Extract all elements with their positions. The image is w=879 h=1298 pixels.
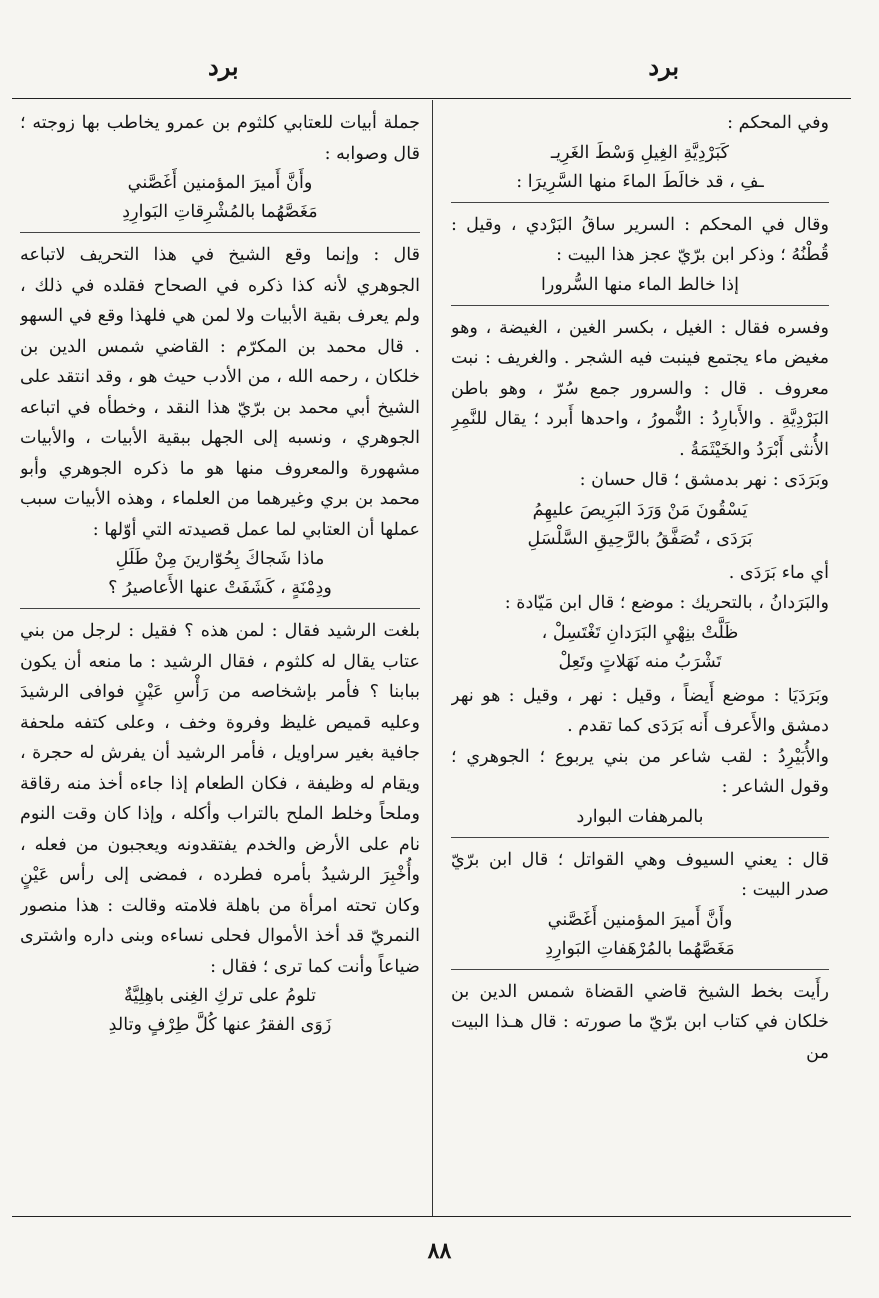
verse-line: يَسْقُونَ مَنْ وَرَدَ البَرِيصَ عليهِمُ (532, 499, 748, 520)
paragraph: وبَرَدَيَا : موضع أَيضاً ، وقيل : نهر ، وقيل : هو نهر دمشق والأَعرف أَنه بَرَدَى كما تقدم . (451, 685, 829, 736)
paragraph: وبَرَدَى : نهر بدمشق ؛ قال حسان : (579, 470, 829, 490)
verse-line: مَغَصَّهُما بالمُرْهَفاتِ البَوارِدِ (545, 938, 735, 959)
left-column (20, 108, 420, 1208)
verse-line: زَوَى الفقرُ عنها كُلَّ طِرْفٍ وتالدِ (108, 1015, 332, 1035)
paragraph: رأَيت بخط الشيخ قاضي القضاة شمس الدين بن خلكان في كتاب ابن برّيّ ما صورته : قال هـذا البيت من (451, 981, 829, 1063)
verse-line: وأَنَّ أَميرَ المؤمنين أَغَصَّني (547, 909, 733, 930)
verse-line: تَشْرَبُ منه نَهَلاتٍ وتَعِلْ (558, 651, 722, 672)
paragraph: بلغت الرشيد فقال : لمن هذه ؟ فقيل : لرجل من بني عتاب يقال له كلثوم ، فقال الرشيد : ما منعه أن يكون ببابنا ؟ فأمر بإشخاصه من رَأْسِ عَيْنٍ فوافى الرشيدَ وعليه قميص غليظ وفروة وخف ، وعلى كتفه ملحفة جافية بغير سراويل ، فأمر الرشيد أن يفرش له حجرة ، ويقام له وظيفة ، فكان الطعام إذا جاءه أخذ منه رقاقة وملحاً وخلط الملح بالتراب وأكله ، وإذا كان وقت النوم نام على الأرض والخدم يفتقدونه ويعجبون من فعله ، وأُخْبِرَ الرشيدُ بأمره فطرده ، فمضى إلى رأس عَيْنٍ وكان تحته امرأة من باهلة فلامته وقالت : هذا منصور النمريّ قد أخذ الأموال فحلى نساءه وبنى داره واشترى ضياعاً وأنت كما ترى ؛ فقال : (20, 621, 420, 977)
verse-line: وأَنَّ أَميرَ المؤمنين أَغَصَّني (127, 173, 313, 193)
paragraph: والأُبَيْرِدُ : لقب شاعر من بني يربوع ؛ الجوهري ؛ وقول الشاعر : (451, 746, 829, 797)
verse-separator-rule (451, 837, 829, 838)
footer-rule (12, 1216, 851, 1217)
column-divider (432, 100, 433, 1216)
verse-separator-rule (451, 202, 829, 203)
verse-line: ظَلَّتْ بنِهْيِ البَرَدانِ تَغْتَسِلْ ، (541, 622, 739, 643)
verse-line: بالمرهفات البوارد (576, 806, 704, 827)
verse-separator-rule (20, 232, 420, 233)
verse-separator-rule (20, 608, 420, 609)
paragraph: والبَرَدانُ ، بالتحريك : موضع ؛ قال ابن مَيّادة : (504, 593, 829, 613)
verse-line: كَبَرْدِيَّةِ الغِيلِ وَسْطَ الغَرِيـ (550, 142, 730, 163)
verse-line: ماذا شَجاكَ بِحُوّارينَ مِنْ طَلَلِ (115, 549, 325, 569)
verse-separator-rule (451, 969, 829, 970)
running-head-right: برد (648, 52, 679, 81)
page-number: ٨٨ (427, 1238, 452, 1264)
paragraph: أي ماء بَرَدَى . (728, 562, 829, 583)
verse-line: ـفِ ، قد خالَطَ الماءَ منها السَّرِيرَا : (516, 171, 764, 192)
verse-line: تلومُ على تركِ الغِنى باهِلِيَّةٌ (124, 986, 316, 1006)
paragraph: قال : يعني السيوف وهي القواتل ؛ قال ابن برّيّ صدر البيت : (451, 849, 829, 900)
paragraph: وقال في المحكم : السرير ساقُ البَرْدي ، وقيل : قُطْنُهُ ؛ وذكر ابن برّيّ عجز هذا البيت : (451, 214, 829, 265)
header-rule (12, 98, 851, 99)
paragraph: جملة أبيات للعتابي كلثوم بن عمرو يخاطب بها زوجته ؛ قال وصوابه : (20, 113, 420, 164)
verse-line: مَغَصَّهُما بالمُشْرِقاتِ البَوارِدِ (122, 202, 318, 222)
verse-line: ودِمْنَةٍ ، كَشَفَتْ عنها الأَعاصيرُ ؟ (108, 578, 332, 598)
running-head-left: برد (208, 52, 239, 81)
paragraph: قال : وإنما وقع الشيخ في هذا التحريف لاتباعه الجوهري لأنه كذا ذكره في الصحاح فقلده في ذلك ، ولم يعرف بقية الأبيات ولا لمن هي فلهذا وقع في السهو . قال محمد بن المكرّم : القاضي شمس الدين بن خلكان ، رحمه الله ، من الأدب حيث هو ، وقد انتقد على الشيخ أبي محمد بن برّيّ هذا النقد ، وخطأه في اتباعه الجوهري ، ونسبه إلى الجهل ببقية الأبيات ، والأبيات مشهورة والمعروف منها هو ما ذكره الجوهري وأبو محمد بن بري وغيرهما من العلماء ، وهذه الأبيات سبب عملها أن العتابي لما عمل قصيدته التي أوّلها : (20, 245, 420, 540)
paragraph: وفي المحكم : (727, 113, 829, 133)
verse-separator-rule (451, 305, 829, 306)
verse-line: إذا خالط الماء منها السُّرورا (540, 274, 740, 295)
paragraph: وفسره فقال : الغيل ، بكسر الغين ، الغيضة ، وهو مغيض ماء يجتمع فينبت فيه الشجر . والغريف : نبت معروف . قال : والسرور جمع سُرّ ، وهو باطن البَرْدِيَّةِ . والأَبارِدُ : النُّمورُ ، واحدها أَبرد ؛ يقال للنَّمِرِ الأُنثى أَبْرَدُ والخَيْثَمَةُ . (451, 317, 829, 460)
verse-line: بَرَدَى ، تُصَفَّقُ بالرَّحِيقِ السَّلْسَلِ (527, 528, 753, 549)
right-column (451, 108, 829, 1208)
